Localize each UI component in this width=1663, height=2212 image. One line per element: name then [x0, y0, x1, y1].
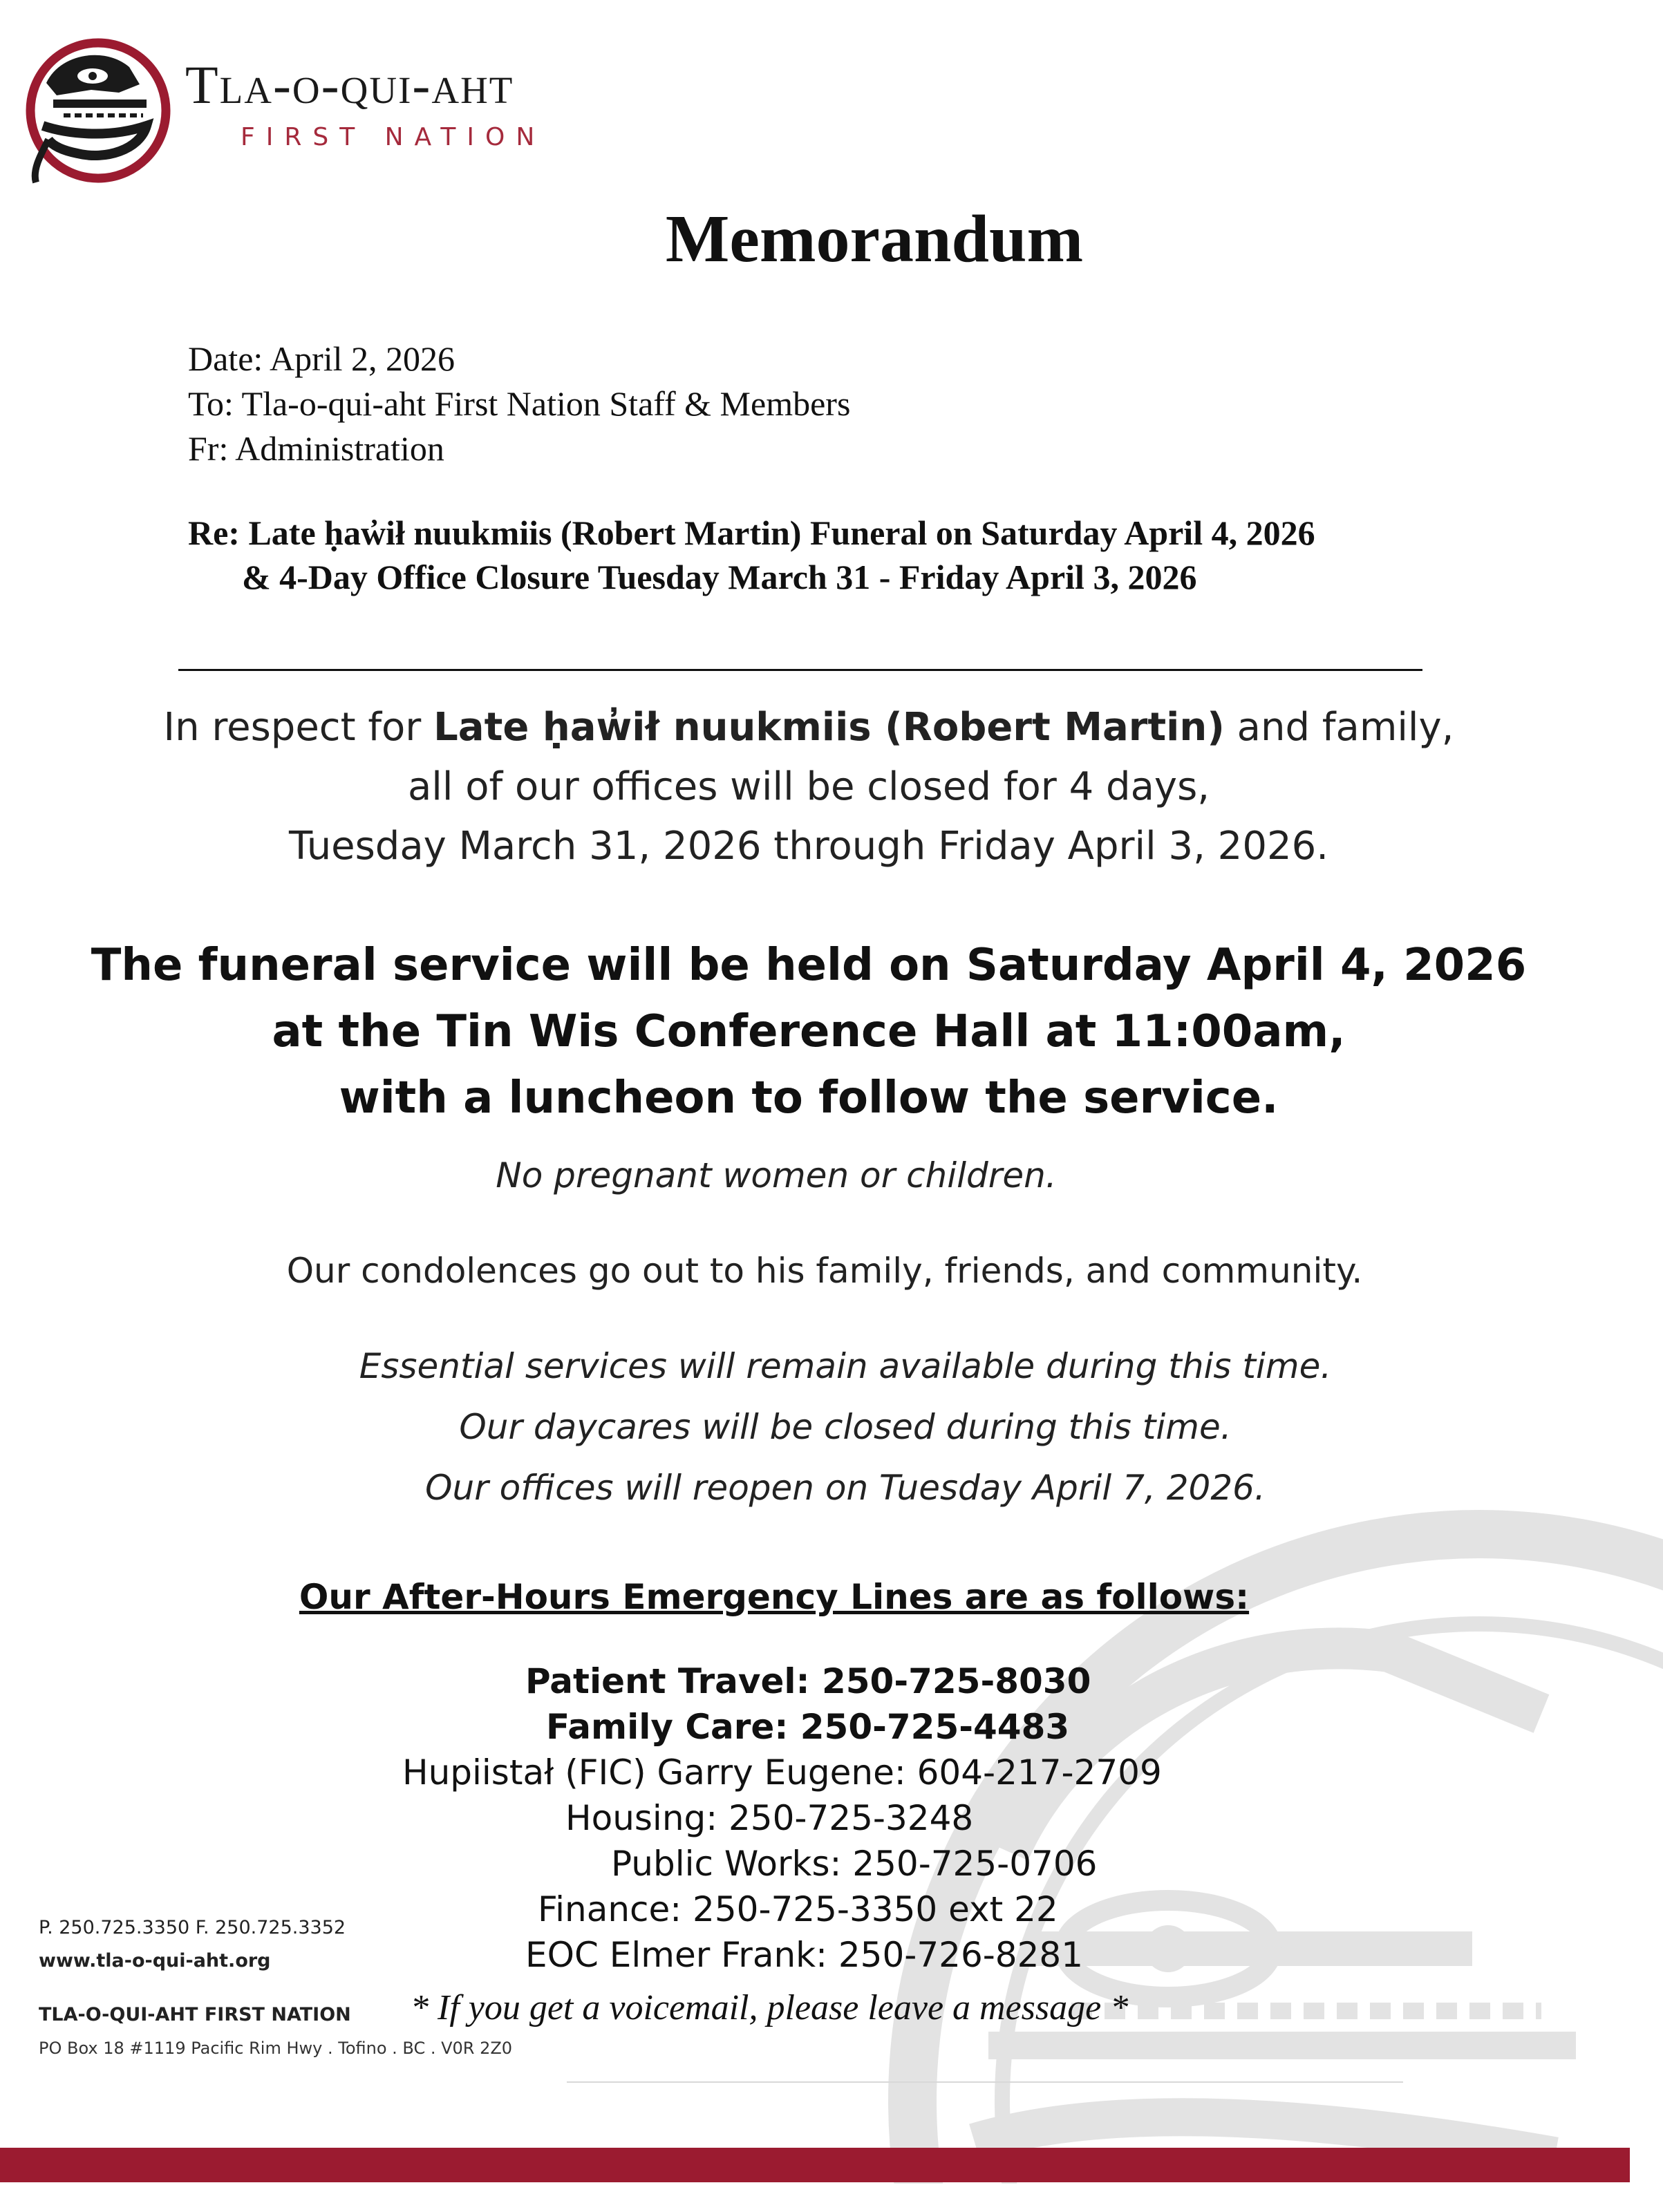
condolences: Our condolences go out to his family, friends, and community. [286, 1251, 1363, 1291]
footer-phone-fax: P. 250.725.3350 F. 250.725.3352 [39, 1917, 346, 1938]
emergency-line-fic: Hupiistał (FIC) Garry Eugene: 604-217-2709 [402, 1752, 1162, 1793]
emergency-line-housing: Housing: 250-725-3248 [565, 1798, 974, 1838]
emergency-line-family-care: Family Care: 250-725-4483 [546, 1707, 1070, 1747]
memo-title: Memorandum [665, 202, 1084, 276]
respect-line [0, 705, 1617, 750]
memo-to: To: Tla-o-qui-aht First Nation Staff & Members [188, 384, 851, 423]
emergency-line-public-works: Public Works: 250-725-0706 [611, 1844, 1098, 1884]
emergency-line-finance: Finance: 250-725-3350 ext 22 [538, 1889, 1058, 1929]
memo-subject-line-2: & 4-Day Office Closure Tuesday March 31 - Friday April 3, 2026 [242, 558, 1197, 596]
footer-divider [567, 2081, 1403, 2083]
thunderbird-serpent-logo-icon [15, 29, 174, 188]
emergency-line-patient-travel: Patient Travel: 250-725-8030 [525, 1661, 1091, 1701]
divider [178, 669, 1422, 671]
daycares-note: Our daycares will be closed during this time. [459, 1407, 1232, 1447]
footer-brand-bar [0, 2148, 1630, 2182]
respect-prefix: In respect for [163, 705, 434, 750]
funeral-line-3: with a luncheon to follow the service. [339, 1072, 1279, 1124]
memo-from: Fr: Administration [188, 429, 444, 468]
voicemail-note: * If you get a voicemail, please leave a message * [411, 1988, 1129, 2027]
footer-address: PO Box 18 #1119 Pacific Rim Hwy . Tofino . BC . V0R 2Z0 [39, 2039, 513, 2058]
emergency-lines-heading: Our After-Hours Emergency Lines are as follows: [299, 1577, 1250, 1617]
org-name: Tla-o-qui-aht [185, 55, 514, 115]
funeral-line-2: at the Tin Wis Conference Hall at 11:00am, [272, 1006, 1346, 1057]
respect-suffix: and family, [1224, 705, 1454, 750]
essential-services-note: Essential services will remain available during this time. [359, 1346, 1332, 1386]
funeral-line-1: The funeral service will be held on Saturday April 4, 2026 [91, 940, 1527, 991]
footer-website: www.tla-o-qui-aht.org [39, 1950, 271, 1972]
emergency-line-eoc: EOC Elmer Frank: 250-726-8281 [525, 1935, 1084, 1975]
org-subtitle: FIRST NATION [241, 123, 546, 151]
memo-subject-line-1: Re: Late ḥaw̓ił nuukmiis (Robert Martin) Funeral on Saturday April 4, 2026 [188, 513, 1315, 552]
respect-name: Late ḥaw̓ił nuukmiis (Robert Martin) [433, 705, 1225, 750]
closure-dates: Tuesday March 31, 2026 through Friday April 3, 2026. [288, 824, 1328, 869]
footer-org-name: TLA-O-QUI-AHT FIRST NATION [39, 2004, 351, 2025]
memo-date: Date: April 2, 2026 [188, 339, 455, 378]
closure-line: all of our offices will be closed for 4 days, [407, 764, 1210, 809]
reopen-note: Our offices will reopen on Tuesday April 7, 2026. [425, 1468, 1266, 1508]
restriction-note: No pregnant women or children. [496, 1155, 1057, 1195]
